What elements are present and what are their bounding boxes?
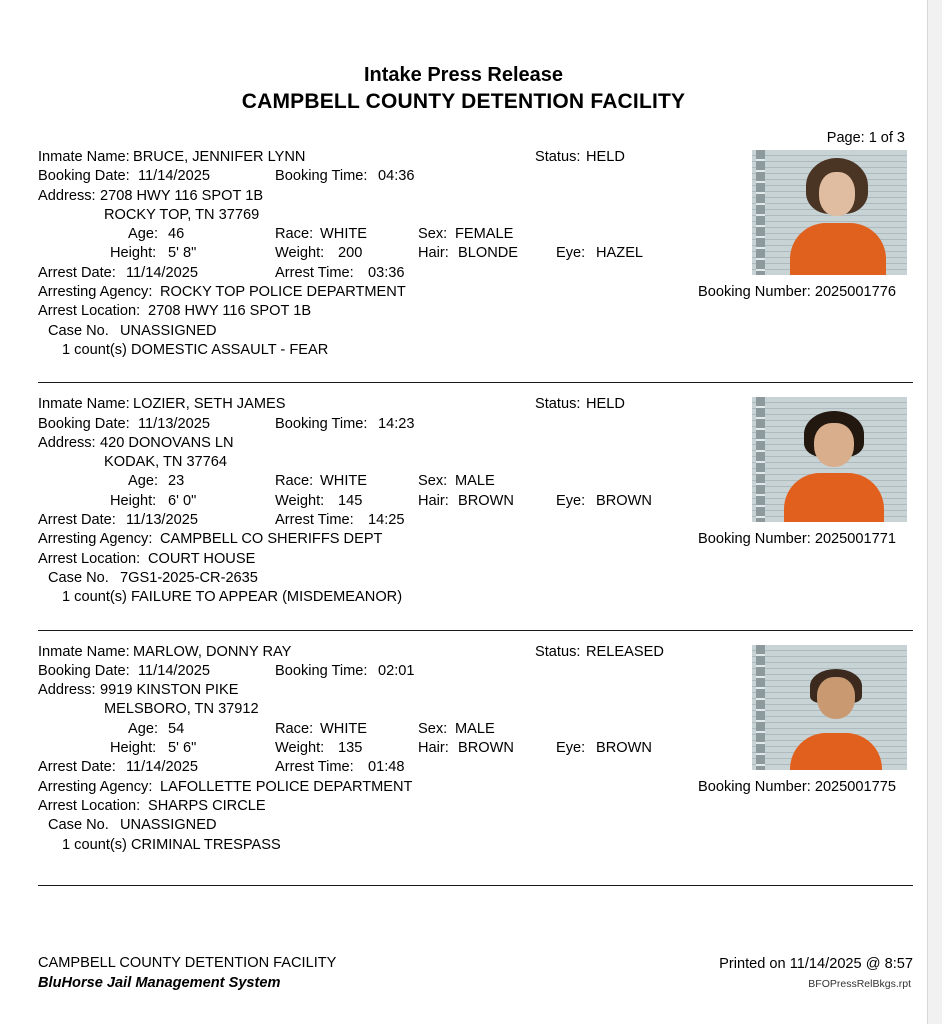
sex-label: Sex: — [418, 226, 448, 243]
height-ruler — [756, 397, 765, 522]
sex-value: FEMALE — [455, 226, 514, 243]
address-line1: 9919 KINSTON PIKE — [100, 682, 239, 699]
inmate-record — [38, 395, 913, 642]
records-list — [38, 148, 913, 898]
charges-value: 1 count(s) FAILURE TO APPEAR (MISDEMEANOR) — [62, 589, 403, 606]
address-label: Address: — [38, 682, 96, 699]
inmate-mugshot — [752, 150, 907, 275]
booking-number-line — [698, 284, 896, 300]
inmate-jumpsuit — [784, 473, 884, 522]
booking-number-value: 2025001776 — [814, 284, 896, 300]
hair-label: Hair: — [418, 245, 449, 262]
arrest-location-label: Arrest Location: — [38, 550, 141, 567]
hair-value: BROWN — [458, 740, 514, 757]
height-value: 6' 0" — [168, 492, 197, 509]
height-ruler — [756, 150, 765, 275]
weight-value: 145 — [338, 492, 363, 509]
charges-value: 1 count(s) DOMESTIC ASSAULT - FEAR — [62, 341, 329, 358]
facility-title: CAMPBELL COUNTY DETENTION FACILITY — [241, 90, 686, 113]
arrest-location-label: Arrest Location: — [38, 303, 141, 320]
address-line2: ROCKY TOP, TN 37769 — [104, 206, 260, 223]
address-label: Address: — [38, 434, 96, 451]
arrest-date-label: Arrest Date: — [38, 264, 116, 281]
case-no-value: UNASSIGNED — [120, 322, 217, 339]
sex-value: MALE — [455, 720, 495, 737]
arresting-agency-value: CAMPBELL CO SHERIFFS DEPT — [160, 531, 383, 548]
address-line2: MELSBORO, TN 37912 — [104, 701, 259, 718]
sex-label: Sex: — [418, 720, 448, 737]
arrest-time-value: 03:36 — [368, 264, 405, 281]
inmate-name-value: MARLOW, DONNY RAY — [133, 643, 292, 660]
record-divider — [38, 885, 913, 886]
booking-time-label: Booking Time: — [275, 662, 368, 679]
arrest-location-value: 2708 HWY 116 SPOT 1B — [148, 303, 312, 320]
document-header — [0, 62, 927, 115]
booking-date-label: Booking Date: — [38, 168, 130, 185]
page-title: Intake Press Release — [363, 64, 564, 86]
record-divider — [38, 382, 913, 383]
weight-label: Weight: — [275, 740, 325, 757]
footer-system: BluHorse Jail Management System — [38, 975, 281, 991]
eye-label: Eye: — [556, 492, 586, 509]
arresting-agency-label: Arresting Agency: — [38, 778, 153, 795]
inmate-jumpsuit — [790, 223, 886, 275]
inmate-record — [38, 148, 913, 395]
arrest-time-label: Arrest Time: — [275, 264, 354, 281]
height-label: Height: — [110, 740, 157, 757]
arrest-date-label: Arrest Date: — [38, 759, 116, 776]
booking-time-label: Booking Time: — [275, 168, 368, 185]
booking-date-value: 11/13/2025 — [138, 415, 210, 432]
inmate-face — [819, 172, 855, 216]
case-no-label: Case No. — [48, 817, 109, 834]
inmate-fields — [38, 395, 738, 607]
case-no-value: 7GS1-2025-CR-2635 — [120, 569, 258, 586]
status-value: RELEASED — [586, 643, 664, 660]
arrest-location-label: Arrest Location: — [38, 797, 141, 814]
weight-value: 200 — [338, 245, 363, 262]
eye-value: BROWN — [596, 492, 652, 509]
footer-facility: CAMPBELL COUNTY DETENTION FACILITY — [38, 955, 337, 971]
arrest-date-value: 11/13/2025 — [126, 512, 198, 529]
eye-label: Eye: — [556, 245, 586, 262]
inmate-name-label: Inmate Name: — [38, 396, 130, 413]
booking-date-value: 11/14/2025 — [138, 662, 210, 679]
status-label: Status: — [535, 396, 581, 413]
case-no-label: Case No. — [48, 322, 109, 339]
inmate-face — [817, 677, 855, 719]
eye-value: BROWN — [596, 740, 652, 757]
booking-date-value: 11/14/2025 — [138, 168, 210, 185]
address-line1: 2708 HWY 116 SPOT 1B — [100, 187, 264, 204]
booking-time-label: Booking Time: — [275, 415, 368, 432]
age-label: Age: — [128, 720, 159, 737]
inmate-fields — [38, 643, 738, 855]
record-divider — [38, 630, 913, 631]
arrest-location-value: COURT HOUSE — [148, 550, 256, 567]
inmate-name-label: Inmate Name: — [38, 643, 130, 660]
arresting-agency-label: Arresting Agency: — [38, 531, 153, 548]
age-label: Age: — [128, 226, 159, 243]
page-edge — [928, 0, 942, 1024]
arrest-location-value: SHARPS CIRCLE — [148, 797, 266, 814]
race-label: Race: — [275, 720, 314, 737]
charges-value: 1 count(s) CRIMINAL TRESPASS — [62, 836, 281, 853]
inmate-name-value: LOZIER, SETH JAMES — [133, 396, 286, 413]
height-label: Height: — [110, 245, 157, 262]
height-value: 5' 6" — [168, 740, 197, 757]
booking-number-value: 2025001771 — [814, 531, 896, 548]
weight-label: Weight: — [275, 492, 325, 509]
arrest-date-value: 11/14/2025 — [126, 264, 198, 281]
status-value: HELD — [586, 396, 625, 413]
booking-number-label: Booking Number: — [698, 284, 811, 300]
sex-label: Sex: — [418, 473, 448, 490]
status-label: Status: — [535, 643, 581, 660]
arrest-time-value: 14:25 — [368, 512, 405, 529]
sex-value: MALE — [455, 473, 495, 490]
case-no-label: Case No. — [48, 569, 109, 586]
booking-number-label: Booking Number: — [698, 531, 811, 548]
footer-report-id: BFOPressRelBkgs.rpt — [808, 978, 911, 990]
age-value: 23 — [168, 473, 185, 490]
inmate-name-label: Inmate Name: — [38, 149, 130, 165]
weight-label: Weight: — [275, 245, 325, 262]
booking-time-value: 04:36 — [378, 168, 415, 185]
age-label: Age: — [128, 473, 159, 490]
arresting-agency-value: ROCKY TOP POLICE DEPARTMENT — [160, 284, 406, 301]
race-label: Race: — [275, 473, 314, 490]
booking-number-value: 2025001775 — [814, 778, 896, 795]
race-label: Race: — [275, 226, 314, 243]
hair-label: Hair: — [418, 740, 449, 757]
inmate-mugshot — [752, 645, 907, 770]
address-line1: 420 DONOVANS LN — [100, 434, 234, 451]
arresting-agency-value: LAFOLLETTE POLICE DEPARTMENT — [160, 778, 413, 795]
inmate-face — [814, 423, 854, 467]
inmate-fields — [38, 148, 738, 360]
booking-number-line — [698, 531, 896, 547]
height-label: Height: — [110, 492, 157, 509]
arrest-date-label: Arrest Date: — [38, 512, 116, 529]
page-indicator: Page: 1 of 3 — [826, 130, 905, 146]
address-line2: KODAK, TN 37764 — [104, 454, 228, 471]
arrest-date-value: 11/14/2025 — [126, 759, 198, 776]
eye-value: HAZEL — [596, 245, 644, 262]
weight-value: 135 — [338, 740, 363, 757]
booking-date-label: Booking Date: — [38, 662, 130, 679]
race-value: WHITE — [320, 226, 368, 243]
booking-number-line — [698, 779, 896, 795]
race-value: WHITE — [320, 473, 368, 490]
hair-value: BLONDE — [458, 245, 519, 262]
status-label: Status: — [535, 149, 581, 165]
arresting-agency-label: Arresting Agency: — [38, 284, 153, 301]
inmate-record — [38, 643, 913, 898]
booking-date-label: Booking Date: — [38, 415, 130, 432]
arrest-time-value: 01:48 — [368, 759, 405, 776]
eye-label: Eye: — [556, 740, 586, 757]
arrest-time-label: Arrest Time: — [275, 759, 354, 776]
race-value: WHITE — [320, 720, 368, 737]
hair-value: BROWN — [458, 492, 514, 509]
inmate-name-value: BRUCE, JENNIFER LYNN — [133, 149, 306, 165]
height-ruler — [756, 645, 765, 770]
case-no-value: UNASSIGNED — [120, 817, 217, 834]
age-value: 54 — [168, 720, 185, 737]
booking-time-value: 14:23 — [378, 415, 415, 432]
footer-printed: Printed on 11/14/2025 @ 8:57 — [719, 956, 913, 972]
hair-label: Hair: — [418, 492, 449, 509]
inmate-mugshot — [752, 397, 907, 522]
height-value: 5' 8" — [168, 245, 197, 262]
booking-number-label: Booking Number: — [698, 778, 811, 795]
booking-time-value: 02:01 — [378, 662, 415, 679]
status-value: HELD — [586, 149, 625, 165]
arrest-time-label: Arrest Time: — [275, 512, 354, 529]
age-value: 46 — [168, 226, 185, 243]
address-label: Address: — [38, 187, 96, 204]
